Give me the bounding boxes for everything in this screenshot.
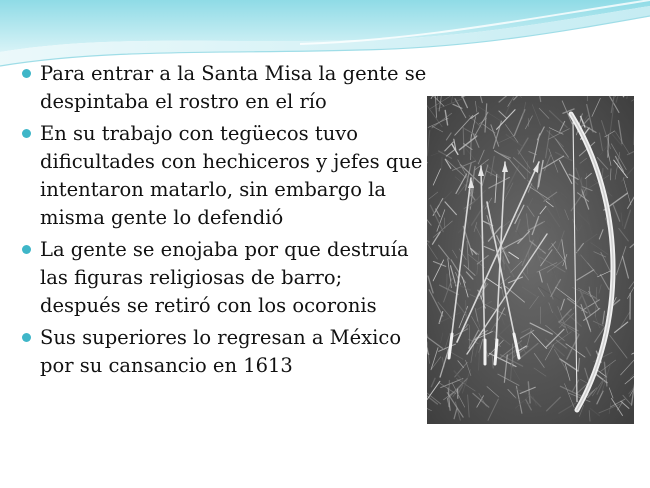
bullet-text: En su trabajo con tegüecos tuvo dificultades con hechiceros y jefes que intentaron matarlo, sin embargo la misma gente lo defendió bbox=[40, 122, 423, 229]
bullet-dot-icon bbox=[22, 333, 31, 342]
bullet-item bbox=[22, 120, 427, 232]
bullet-text: Para entrar a la Santa Misa la gente se despintaba el rostro en el río bbox=[40, 62, 427, 113]
bullet-item bbox=[22, 236, 427, 320]
bullet-text: Sus superiores lo regresan a México por su cansancio en 1613 bbox=[40, 326, 402, 377]
bullet-list bbox=[22, 60, 427, 384]
bullet-dot-icon bbox=[22, 129, 31, 138]
bullet-dot-icon bbox=[22, 245, 31, 254]
bullet-dot-icon bbox=[22, 69, 31, 78]
bow-and-arrows-photo bbox=[427, 96, 634, 424]
bullet-item bbox=[22, 60, 427, 116]
bullet-item bbox=[22, 324, 427, 380]
bullet-text: La gente se enojaba por que destruía las figuras religiosas de barro; después se retiró con los ocoronis bbox=[40, 238, 409, 317]
